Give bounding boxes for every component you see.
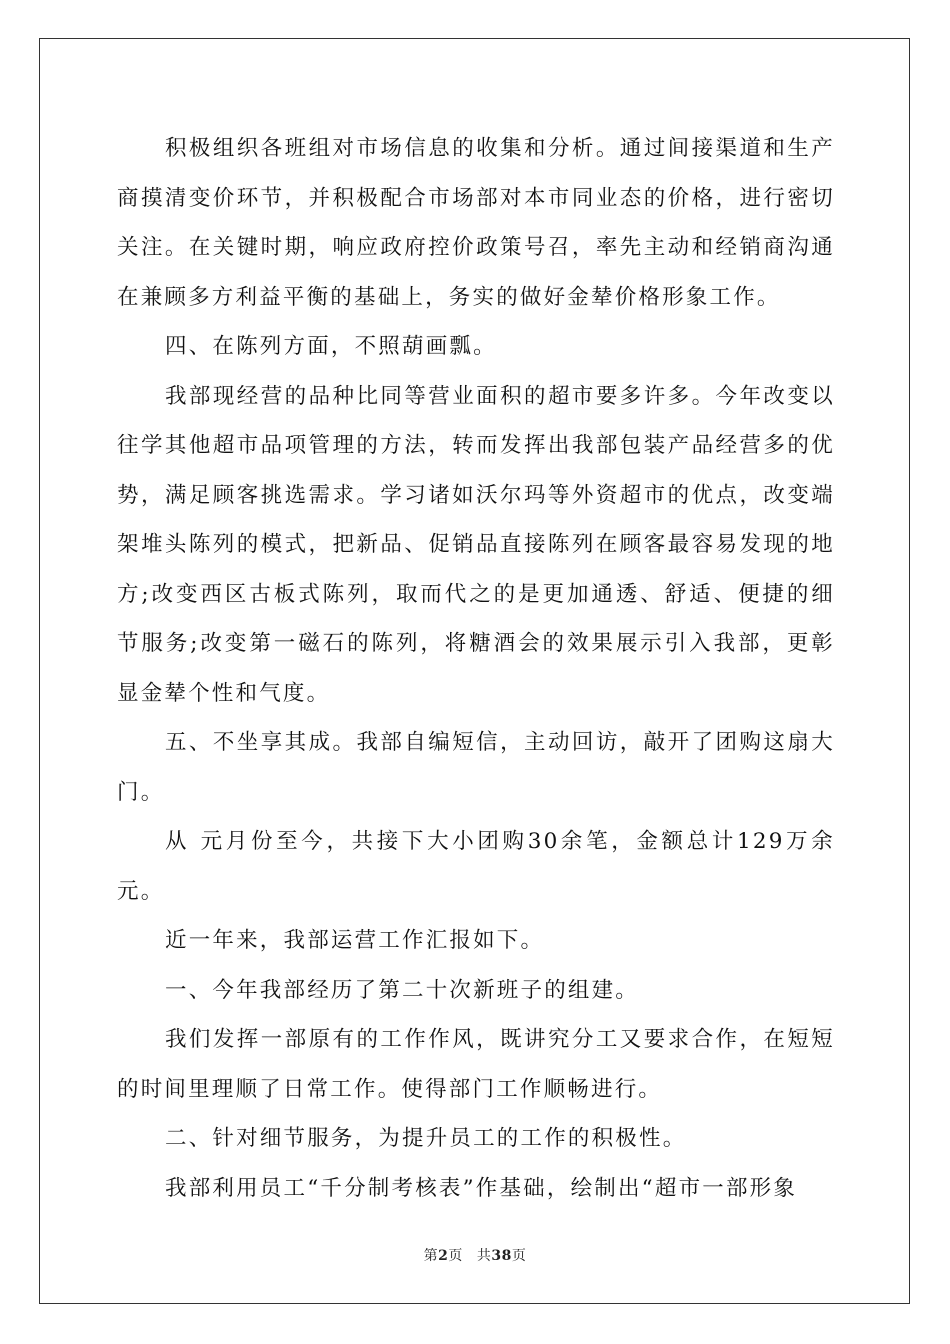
- paragraph-6: 近一年来，我部运营工作汇报如下。: [165, 928, 545, 953]
- total-page-number: 38: [491, 1248, 512, 1264]
- paragraph-1: 积极组织各班组对市场信息的收集和分析。通过间接渠道和生产商摸清变价环节，并积极配合市场部对本市同业态的价格，进行密切关注。在关键时期，响应政府控价政策号召，率先主动和经销商沟通在兼顾多方利益平衡的基础上，务实的做好金辇价格形象工作。: [117, 136, 835, 310]
- paragraph-8: 我们发挥一部原有的工作作风，既讲究分工又要求合作，在短短的时间里理顺了日常工作。使得部门工作顺畅进行。: [117, 1027, 835, 1102]
- paragraph-4: 五、不坐享其成。我部自编短信，主动回访，敲开了团购这扇大门。: [117, 730, 835, 805]
- total-prefix: 共: [476, 1248, 492, 1264]
- total-suffix: 页: [511, 1248, 527, 1264]
- current-page-number: 2: [438, 1248, 449, 1264]
- paragraph-10: 我部利用员工“千分制考核表”作基础，绘制出“超市一部形象: [165, 1175, 798, 1201]
- paragraph-7: 一、今年我部经历了第二十次新班子的组建。: [165, 977, 640, 1003]
- page-suffix: 页: [448, 1248, 463, 1264]
- paragraph-9: 二、针对细节服务，为提升员工的工作的积极性。: [165, 1126, 687, 1151]
- page-prefix: 第: [423, 1248, 439, 1264]
- paragraph-5: 从 元月份至今，共接下大小团购30余笔，金额总计129万余元。: [117, 829, 835, 904]
- paragraph-2: 四、在陈列方面，不照葫画瓢。: [165, 334, 497, 359]
- page-footer: [0, 1245, 950, 1265]
- document-body: [117, 124, 835, 1213]
- paragraph-3: 我部现经营的品种比同等营业面积的超市要多许多。今年改变以往学其他超市品项管理的方法，转而发挥出我部包装产品经营多的优势，满足顾客挑选需求。学习诸如沃尔玛等外资超市的优点，改变端架堆头陈列的模式，把新品、促销品直接陈列在顾客最容易发现的地方;改变西区古板式陈列，取而代之的是更加通透、舒适、便捷的细节服务;改变第一磁石的陈列，将糖酒会的效果展示引入我部，更彰显金辇个性和气度。: [117, 383, 835, 706]
